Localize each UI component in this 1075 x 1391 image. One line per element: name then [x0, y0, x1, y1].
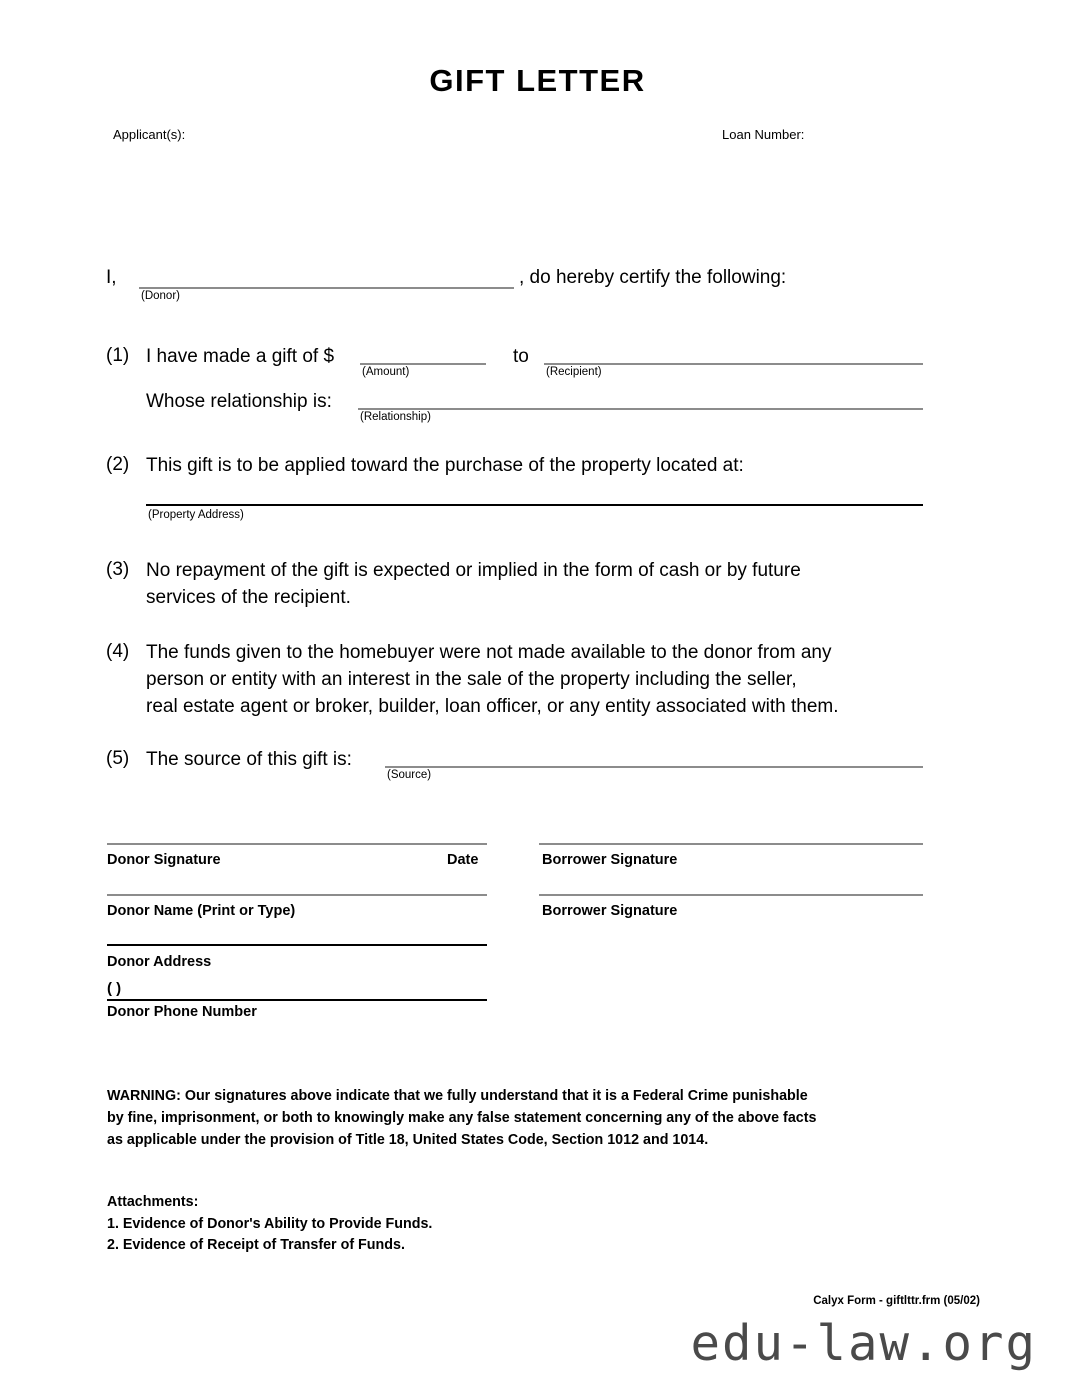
item-3-text-line2: services of the recipient.: [146, 587, 351, 608]
donor-name-label: Donor Name (Print or Type): [107, 903, 296, 919]
donor-name-blank-line[interactable]: [139, 287, 514, 289]
amount-blank-caption: (Amount): [362, 366, 410, 378]
item-1-relationship-text: Whose relationship is:: [146, 391, 332, 412]
item-5-number: (5): [106, 748, 130, 769]
page-title: GIFT LETTER: [429, 63, 646, 98]
item-4-number: (4): [106, 641, 130, 662]
warning-line-3: as applicable under the provision of Title 18, United States Code, Section 1012 and 1014.: [107, 1132, 709, 1148]
borrower-signature-line-1[interactable]: [539, 843, 923, 845]
recipient-blank-caption: (Recipient): [546, 366, 602, 378]
item-2-text: This gift is to be applied toward the purchase of the property located at:: [146, 455, 744, 476]
item-1-text-a: I have made a gift of $: [146, 346, 335, 367]
edu-law-watermark: edu-law.org: [690, 1315, 1037, 1372]
attachments-heading: Attachments:: [107, 1194, 199, 1210]
loan-number-label: Loan Number:: [722, 127, 805, 142]
item-4-text-line2: person or entity with an interest in the sale of the property including the seller,: [146, 669, 797, 690]
source-blank-line[interactable]: [385, 766, 923, 768]
relationship-blank-caption: (Relationship): [360, 411, 431, 423]
item-1-number: (1): [106, 345, 130, 366]
item-4-text-line3: real estate agent or broker, builder, loan officer, or any entity associated with them.: [146, 696, 839, 717]
intro-lead-text: I,: [106, 267, 117, 288]
applicant-label: Applicant(s):: [113, 127, 186, 142]
donor-blank-caption: (Donor): [141, 290, 180, 302]
attachment-item-1: 1. Evidence of Donor's Ability to Provide Funds.: [107, 1215, 433, 1232]
item-2-number: (2): [106, 454, 130, 475]
item-3-text-line1: No repayment of the gift is expected or implied in the form of cash or by future: [146, 560, 801, 581]
property-address-blank-line[interactable]: [146, 504, 923, 506]
item-4-text-line1: The funds given to the homebuyer were not made available to the donor from any: [146, 642, 832, 663]
intro-tail-text: , do hereby certify the following:: [519, 267, 787, 288]
borrower-signature-line-2[interactable]: [539, 894, 923, 896]
borrower-signature-label-1: Borrower Signature: [542, 852, 678, 868]
calyx-form-id: Calyx Form - giftlttr.frm (05/02): [813, 1295, 980, 1307]
attachments-block: [107, 1192, 607, 1257]
donor-name-line[interactable]: [107, 894, 487, 896]
donor-address-line[interactable]: [107, 944, 487, 946]
donor-phone-line[interactable]: [107, 999, 487, 1001]
date-label: Date: [447, 852, 479, 868]
warning-block: [107, 1085, 927, 1151]
warning-line-1: WARNING: Our signatures above indicate that we fully understand that it is a Federal Crime punishable: [107, 1088, 808, 1104]
relationship-blank-line[interactable]: [358, 408, 923, 410]
item-1-text-b: to: [513, 346, 529, 367]
donor-phone-label: Donor Phone Number: [107, 1004, 257, 1020]
donor-signature-line[interactable]: [107, 843, 487, 845]
property-address-blank-caption: (Property Address): [148, 509, 244, 521]
donor-signature-label: Donor Signature: [107, 852, 221, 868]
borrower-signature-label-2: Borrower Signature: [542, 903, 678, 919]
warning-line-2: by fine, imprisonment, or both to knowingly make any false statement concerning any of the above facts: [107, 1110, 817, 1126]
item-3-number: (3): [106, 559, 130, 580]
donor-phone-area-code-field[interactable]: ( ): [107, 980, 122, 997]
source-blank-caption: (Source): [387, 769, 432, 781]
attachment-item-2: 2. Evidence of Receipt of Transfer of Funds.: [107, 1237, 405, 1253]
donor-address-label: Donor Address: [107, 954, 212, 970]
item-5-text: The source of this gift is:: [146, 749, 352, 770]
